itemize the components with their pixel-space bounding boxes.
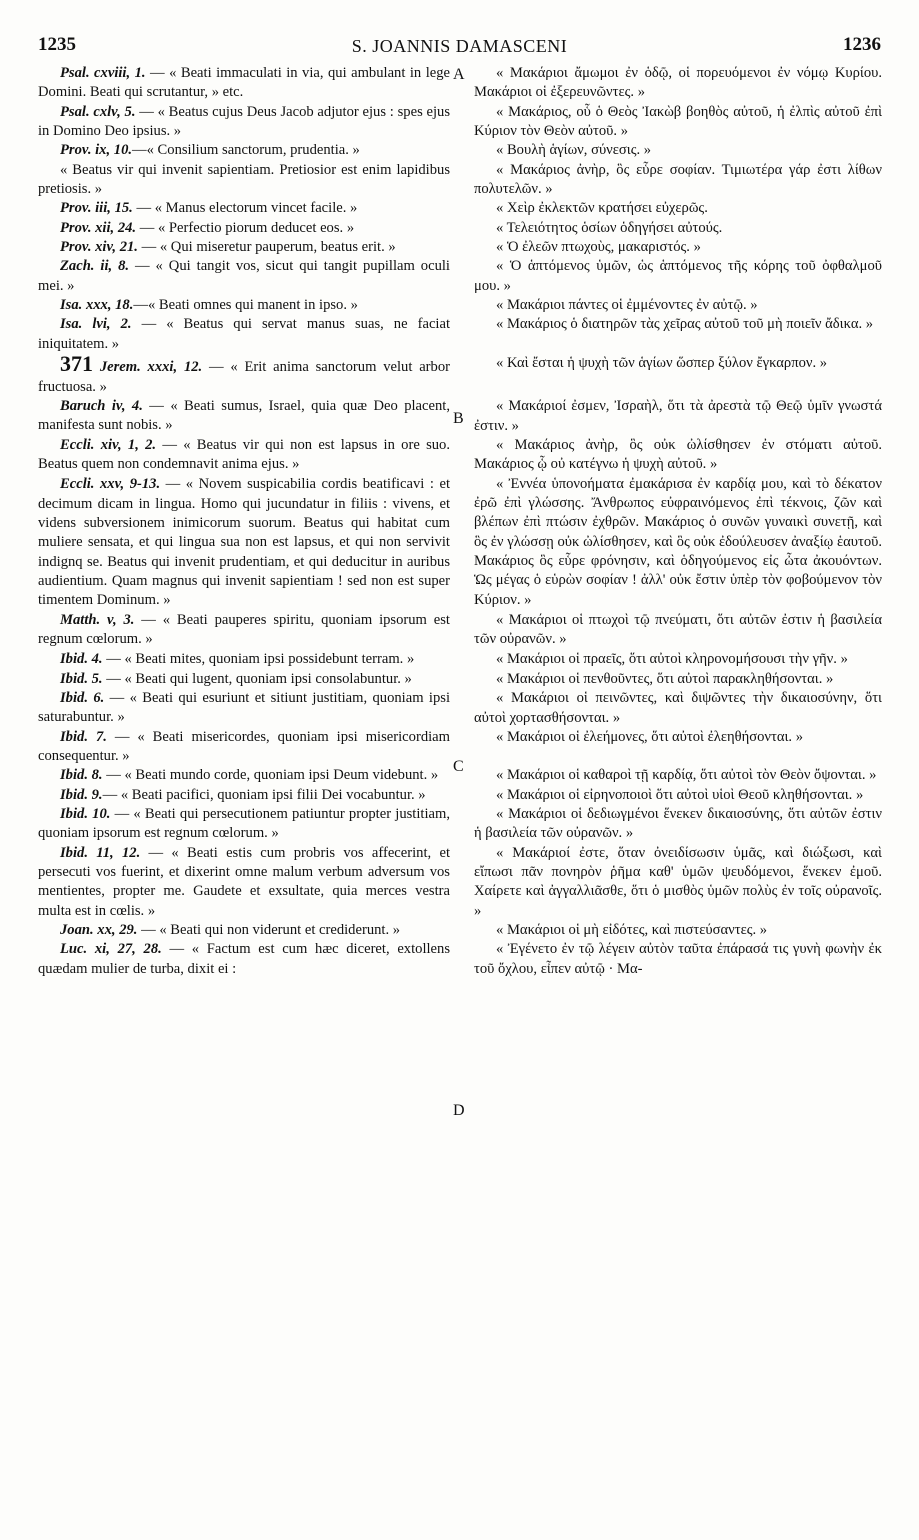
column-number: 371 xyxy=(60,351,93,377)
greek-entry: « Ἐγένετο ἐν τῷ λέγειν αὐτὸν ταῦτα ἐπάρασά τις γυνὴ φωνὴν ἐκ τοῦ ὄχλου, εἶπεν αὐτῷ · Μα- xyxy=(474,941,882,977)
left-page-number: 1235 xyxy=(38,34,76,55)
section-letter-d: D xyxy=(453,1102,465,1119)
scripture-reference: Ibid. 5. xyxy=(60,670,103,687)
latin-entry xyxy=(38,199,450,218)
greek-entry: « Μακάριοί ἐσμεν, Ἰσραὴλ, ὅτι τὰ ἀρεστὰ τῷ Θεῷ ὑμῖν γνωστά ἐστιν. » xyxy=(474,398,882,434)
latin-text: « Beatus vir qui invenit sapientiam. Pretiosior est enim lapidibus pretiosis. » xyxy=(38,161,450,198)
scripture-reference: Prov. ix, 10. xyxy=(60,142,133,159)
greek-entry: « Καὶ ἔσται ἡ ψυχὴ τῶν ἁγίων ὥσπερ ξύλον ἔγκαρπον. » xyxy=(496,354,828,371)
scripture-reference: Luc. xi, 27, 28. xyxy=(60,941,162,958)
greek-entry: « Μακάριοι ἄμωμοι ἐν ὁδῷ, οἱ πορευόμενοι ἐν νόμῳ Κυρίου. Μακάριοι οἱ ἐξερευνῶντες. » xyxy=(474,65,882,101)
scripture-reference: Ibid. 9. xyxy=(60,786,103,803)
latin-text: — « Beati estis cum probris vos affecerint, et persecuti vos fuerint, et dixerint omne malum verbum adversum vos mentientes, propter me. Gaudete et exsultate, quia merces vestra multa est in cœlis. » xyxy=(38,844,450,919)
greek-entry: « Μακάριοι οἱ πραεῖς, ὅτι αὐτοὶ κληρονομήσουσι τὴν γῆν. » xyxy=(496,650,848,667)
latin-text: — « Beati immaculati in via, qui ambulant in lege Domini. Beati qui scrutantur, » etc. xyxy=(38,65,451,101)
scripture-reference: Prov. xiv, 21. xyxy=(60,239,138,256)
greek-entry: « Μακάριοι οἱ πτωχοὶ τῷ πνεύματι, ὅτι αὐτῶν ἐστιν ἡ βασιλεία τῶν οὐρανῶν. » xyxy=(474,611,882,648)
greek-entry: « Μακάριοι οἱ δεδιωγμένοι ἕνεκεν δικαιοσύνης, ὅτι αὐτῶν ἐστιν ἡ βασιλεία τῶν οὐρανῶν. » xyxy=(474,806,882,842)
page-header xyxy=(38,34,881,60)
scripture-reference: Joan. xx, 29. xyxy=(60,922,138,939)
greek-entry: « Τελειότητος ὁσίων ὁδηγήσει αὐτούς. xyxy=(496,219,723,236)
latin-text: — « Beatus cujus Deus Jacob adjutor ejus : spes ejus in Domino Deo ipsius. » xyxy=(38,103,451,140)
scripture-reference: Eccli. xxv, 9-13. xyxy=(60,476,161,493)
latin-text: — « Beati misericordes, quoniam ipsi misericordiam consequentur. » xyxy=(38,728,450,765)
greek-entry: « Μακάριοι οἱ μὴ εἰδότες, καὶ πιστεύσαντες. » xyxy=(496,922,768,939)
latin-entry xyxy=(38,351,450,397)
greek-entry: « Ἐννέα ὑπονοήματα ἐμακάρισα ἐν καρδίᾳ μου, καὶ τὸ δέκατον ἐρῶ ἐπὶ γλώσσης. Ἄνθρωπος εὐφραινόμενος ἐπὶ τέκνοις, ζῶν καὶ βλέπων ἐπὶ πτώσιν ἐχθρῶν. Μακάριος ὁ συνῶν γυναικὶ συνετῇ, καὶ ὃς ἐν γλώσσῃ οὐκ ὠλίσθησεν, καὶ ὃς οὐκ ἐδούλευσεν ἀναξίῳ ἑαυτοῦ. Μακάριος ὃς εὗρε φρόνησιν, καὶ ὁδηγούμενος εἰς ὦτα ἀκουόντων. Ὡς μέγας ὁ εὑρὼν σοφίαν ! ἀλλ' οὐκ ἔστιν ὑπὲρ τὸν φοβούμενον τὸν Κύριον. » xyxy=(474,475,882,608)
latin-entry xyxy=(38,728,450,767)
latin-entry xyxy=(38,64,450,103)
scripture-reference: Prov. iii, 15. xyxy=(60,200,133,217)
greek-entry: « Μακάριος ἀνὴρ, ὃς εὗρε σοφίαν. Τιμιωτέρα γάρ ἐστι λίθων πολυτελῶν. » xyxy=(474,161,882,198)
latin-entry xyxy=(38,805,450,844)
section-letter-a: A xyxy=(453,66,465,83)
greek-entry: « Χεὶρ ἐκλεκτῶν κρατήσει εὐχερῶς. xyxy=(496,200,708,217)
running-title: S. JOANNIS DAMASCENI xyxy=(351,36,568,56)
greek-entry: « Μακάριοι οἱ πεινῶντες, καὶ διψῶντες τὴν δικαιοσύνην, ὅτι αὐτοὶ χορτασθήσονται. » xyxy=(474,690,882,726)
greek-entry: « Μακάριος ὁ διατηρῶν τὰς χεῖρας αὐτοῦ τοῦ μὴ ποιεῖν ἄδικα. » xyxy=(496,316,874,333)
latin-text: — « Manus electorum vincet facile. » xyxy=(132,200,358,217)
latin-column xyxy=(38,64,450,979)
scripture-reference: Ibid. 6. xyxy=(60,690,105,706)
scripture-reference: Jerem. xxxi, 12. xyxy=(99,359,203,376)
latin-text: — « Beatus qui servat manus suas, ne faciat iniquitatem. » xyxy=(38,316,451,352)
scripture-reference: Psal. cxlv, 5. xyxy=(60,103,136,120)
latin-text: — « Qui miseretur pauperum, beatus erit. » xyxy=(137,239,396,256)
scripture-reference: Isa. lvi, 2. xyxy=(60,316,132,333)
scripture-reference: Isa. xxx, 18. xyxy=(60,297,134,314)
latin-text: — « Beati qui esuriunt et sitiunt justitiam, quoniam ipsi saturabuntur. » xyxy=(38,690,450,726)
latin-text: — « Beati qui lugent, quoniam ipsi consolabuntur. » xyxy=(102,670,412,687)
greek-entry: « Μακάριοι πάντες οἱ ἐμμένοντες ἐν αὐτῷ. » xyxy=(496,297,758,314)
latin-entry xyxy=(38,238,450,257)
section-letter-c: C xyxy=(453,758,464,775)
latin-entry xyxy=(38,611,450,650)
greek-entry: « Ὁ ἐλεῶν πτωχοὺς, μακαριστός. » xyxy=(496,239,701,256)
latin-entry xyxy=(38,766,450,785)
latin-text: — « Erit anima sanctorum velut arbor fructuosa. » xyxy=(38,359,450,395)
latin-text: — « Beati pauperes spiritu, quoniam ipsorum est regnum cœlorum. » xyxy=(38,611,450,647)
scripture-reference: Zach. ii, 8. xyxy=(60,258,130,275)
scripture-reference: Ibid. 11, 12. xyxy=(60,844,141,861)
scripture-reference: Eccli. xiv, 1, 2. xyxy=(60,436,157,453)
greek-entry: « Μακάριοί ἐστε, ὅταν ὀνειδίσωσιν ὑμᾶς, καὶ διώξωσι, καὶ εἴπωσι πᾶν πονηρὸν ῥῆμα καθ' ὑμῶν ψευδόμενοι, ἕνεκεν ἐμοῦ. Χαίρετε καὶ ἀγγαλλιᾶσθε, ὅτι ὁ μισθὸς ὑμῶν πολὺς ἐν τοῖς οὐρανοῖς. » xyxy=(474,844,882,919)
scripture-reference: Baruch iv, 4. xyxy=(60,397,143,414)
scripture-reference: Ibid. 4. xyxy=(60,651,103,668)
latin-text: — « Perfectio piorum deducet eos. » xyxy=(136,219,355,236)
latin-entry xyxy=(38,650,450,669)
greek-entry: « Μακάριοι οἱ ἐλεήμονες, ὅτι αὐτοὶ ἐλεηθήσονται. » xyxy=(496,729,804,745)
greek-entry: « Βουλὴ ἁγίων, σύνεσις. » xyxy=(496,142,652,159)
scripture-reference: Matth. v, 3. xyxy=(60,611,135,628)
greek-entry: « Μακάριος, οὗ ὁ Θεὸς Ἰακὼβ βοηθὸς αὐτοῦ, ἡ ἐλπὶς αὐτοῦ ἐπὶ Κύριον τὸν Θεὸν αὐτοῦ. » xyxy=(474,103,882,140)
latin-entry xyxy=(38,315,450,354)
latin-entry xyxy=(38,257,450,296)
latin-entry xyxy=(38,670,450,689)
latin-entry xyxy=(38,296,450,315)
latin-text: —« Beati omnes qui manent in ipso. » xyxy=(133,297,358,314)
latin-text: — « Qui tangit vos, sicut qui tangit pupillam oculi mei. » xyxy=(38,258,450,294)
latin-entry xyxy=(38,436,450,475)
scripture-reference: Ibid. 8. xyxy=(60,767,103,784)
latin-entry xyxy=(38,844,450,921)
latin-text: — « Beati qui non viderunt et crediderunt. » xyxy=(137,922,401,939)
section-letter-b: B xyxy=(453,410,464,427)
latin-text: —« Consilium sanctorum, prudentia. » xyxy=(132,142,360,159)
latin-text: — « Factum est cum hæc diceret, extollens quædam mulier de turba, dixit ei : xyxy=(38,941,451,977)
greek-entry: « Μακάριοι οἱ εἰρηνοποιοὶ ὅτι αὐτοὶ υἱοὶ Θεοῦ κληθήσονται. » xyxy=(496,786,864,803)
latin-text: — « Beati qui persecutionem patiuntur propter justitiam, quoniam ipsorum est regnum cœlorum. » xyxy=(38,806,450,842)
latin-entry xyxy=(38,219,450,238)
latin-text: — « Beatus vir qui non est lapsus in ore suo. Beatus quem non condemnavit anima ejus. » xyxy=(38,436,450,472)
latin-entry xyxy=(38,141,450,160)
latin-text: — « Beati mites, quoniam ipsi possidebunt terram. » xyxy=(102,651,415,668)
latin-text: — « Beati mundo corde, quoniam ipsi Deum videbunt. » xyxy=(102,767,439,784)
scripture-reference: Ibid. 7. xyxy=(60,728,107,745)
latin-entry xyxy=(38,397,450,436)
latin-entry xyxy=(38,161,450,200)
scripture-reference: Prov. xii, 24. xyxy=(60,219,137,236)
latin-entry xyxy=(38,103,450,142)
latin-entry xyxy=(38,689,450,728)
latin-entry xyxy=(38,475,450,610)
greek-entry: « Μακάριοι οἱ καθαροὶ τῇ καρδίᾳ, ὅτι αὐτοὶ τὸν Θεὸν ὄψονται. » xyxy=(496,767,877,784)
latin-text: — « Beati sumus, Israel, quia quæ Deo placent, manifesta sunt nobis. » xyxy=(38,397,450,434)
latin-entry xyxy=(38,786,450,805)
latin-entry xyxy=(38,921,450,940)
latin-text: — « Novem suspicabilia cordis beatificavi : et decimum dicam in lingua. Homo qui jucundatur in filiis : vivens, et videns subversionem inimicorum suorum. Beatus qui habitat cum muliere sensata, et qui lingua sua non est lapsus, et qui non servivit indignq se. Beatus qui invenit prudentiam, et qui deducitur in auribus audientium. Quam magnus qui invenit sapientiam ! sed non est super timentem Dominum. » xyxy=(38,476,450,609)
scripture-reference: Ibid. 10. xyxy=(60,806,111,823)
greek-column xyxy=(474,64,882,979)
right-page-number: 1236 xyxy=(843,34,881,55)
latin-text: — « Beati pacifici, quoniam ipsi filii Dei vocabuntur. » xyxy=(102,786,426,803)
greek-entry: « Μακάριοι οἱ πενθοῦντες, ὅτι αὐτοὶ παρακληθήσονται. » xyxy=(496,670,834,687)
latin-entry xyxy=(38,940,450,979)
scripture-reference: Psal. cxviii, 1. xyxy=(60,65,146,81)
greek-entry: « Μακάριος ἀνὴρ, ὃς οὐκ ὠλίσθησεν ἐν στόματι αὐτοῦ. Μακάριος ᾧ οὐ κατέγνω ἡ ψυχὴ αὐτοῦ. » xyxy=(474,436,882,473)
greek-entry: « Ὁ ἁπτόμενος ὑμῶν, ὡς ἁπτόμενος τῆς κόρης τοῦ ὀφθαλμοῦ μου. » xyxy=(474,258,882,294)
